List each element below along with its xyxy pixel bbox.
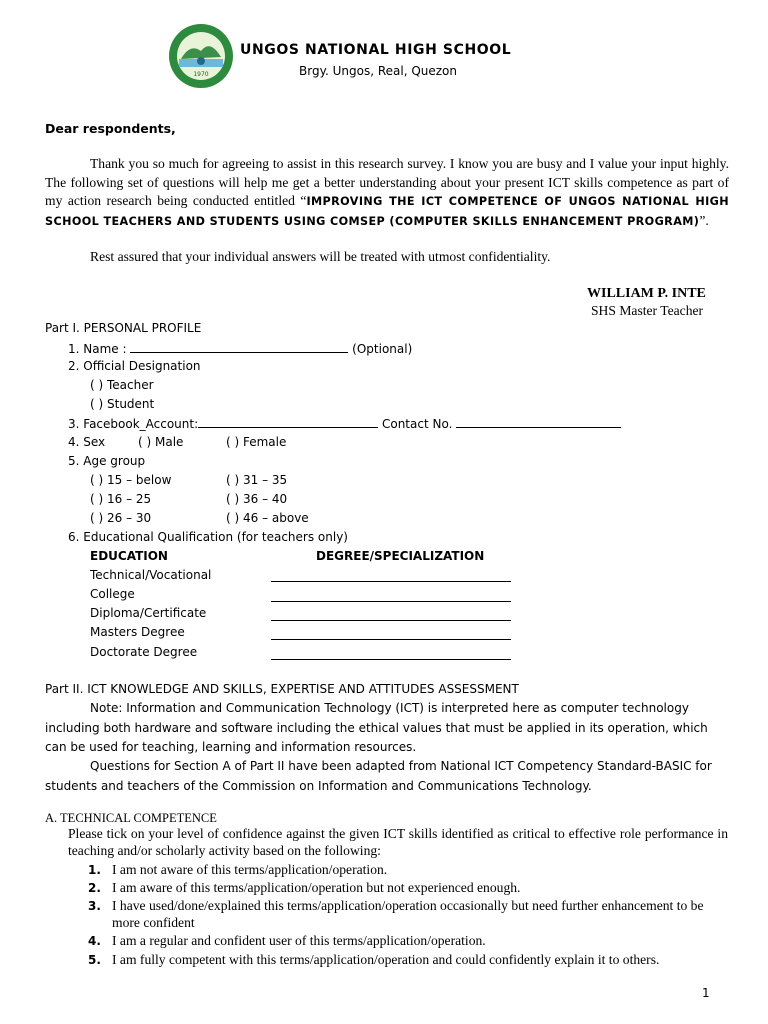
education-row-label: Doctorate Degree <box>90 645 198 659</box>
salutation: Dear respondents, <box>45 121 176 136</box>
name-blank[interactable] <box>130 341 348 353</box>
facebook-blank[interactable] <box>198 416 378 428</box>
education-row-label: Technical/Vocational <box>90 568 212 582</box>
option-male[interactable]: ( ) Male <box>138 435 184 449</box>
education-row-label: College <box>90 587 135 601</box>
degree-blank[interactable] <box>271 581 511 582</box>
school-address: Brgy. Ungos, Real, Quezon <box>299 64 457 78</box>
section-a-intro: Please tick on your level of confidence against the given ICT skills identified as critical to effective role performance in teaching and/or scholarly activity based on the following: <box>68 826 728 858</box>
age-option[interactable]: ( ) 26 – 30 <box>90 511 152 525</box>
signer-title: SHS Master Teacher <box>591 303 704 318</box>
questions-note: Questions for Section A of Part II have been adapted from National ICT Competency Standard-BASIC for students and teachers of the Commission on Information and Communications Technology. <box>45 759 712 793</box>
research-title: IMPROVING THE ICT COMPETENCE OF UNGOS NATIONAL HIGH SCHOOL TEACHERS AND STUDENTS USING COMSEP (COMPUTER SKILLS ENHANCEMENT PROGRAM) <box>45 195 730 228</box>
degree-blank[interactable] <box>271 659 511 660</box>
age-option[interactable]: ( ) 36 – 40 <box>226 492 288 506</box>
signer-name: WILLIAM P. INTE <box>587 286 706 301</box>
education-row-label: Diploma/Certificate <box>90 606 207 620</box>
age-option[interactable]: ( ) 16 – 25 <box>90 492 152 506</box>
option-female[interactable]: ( ) Female <box>226 435 287 449</box>
degree-blank[interactable] <box>271 601 511 602</box>
degree-blank[interactable] <box>271 639 511 640</box>
ict-note: Note: Information and Communication Technology (ICT) is interpreted here as computer technology including both hardware and software including the ethical values that must be applied in its operation, which can be used for teaching, learning and information resources. <box>45 701 708 754</box>
intro-paragraph: Thank you so much for agreeing to assist in this research survey. I know you are busy and I value your input highly. The following set of questions will help me get a better understanding about your present ICT skills competence as part of my action research being conducted entitled “IMPROVING THE ICT COMPETENCE OF UNGOS NATIONAL HIGH SCHOOL TEACHERS AND STUDENTS USING COMSEP (COMPUTER SKILLS ENHANCEMENT PROGRAM)”. <box>45 156 730 228</box>
degree-blank[interactable] <box>271 620 511 621</box>
facebook-contact-row: 3. Facebook_Account: Contact No. <box>68 416 621 431</box>
education-label: 6. Educational Qualification (for teachers only) <box>68 530 348 544</box>
contact-blank[interactable] <box>456 416 621 428</box>
confidentiality-paragraph: Rest assured that your individual answers will be treated with utmost confidentiality. <box>90 249 551 264</box>
age-option[interactable]: ( ) 31 – 35 <box>226 473 288 487</box>
part1-title: Part I. PERSONAL PROFILE <box>45 321 202 335</box>
part2-title: Part II. ICT KNOWLEDGE AND SKILLS, EXPERTISE AND ATTITUDES ASSESSMENT <box>45 682 519 696</box>
svg-text:1970: 1970 <box>193 71 209 78</box>
degree-header: DEGREE/SPECIALIZATION <box>316 549 485 563</box>
education-row-label: Masters Degree <box>90 625 185 639</box>
school-name: UNGOS NATIONAL HIGH SCHOOL <box>240 42 512 58</box>
page-number: 1 <box>702 986 710 1000</box>
name-field-row: 1. Name : (Optional) <box>68 342 413 356</box>
age-option[interactable]: ( ) 46 – above <box>226 511 309 525</box>
education-header: EDUCATION <box>90 549 168 563</box>
section-a-title: A. TECHNICAL COMPETENCE <box>45 811 217 825</box>
option-teacher[interactable]: ( ) Teacher <box>90 378 154 392</box>
sex-label: 4. Sex <box>68 435 106 449</box>
age-option[interactable]: ( ) 15 – below <box>90 473 172 487</box>
option-student[interactable]: ( ) Student <box>90 397 155 411</box>
age-group-label: 5. Age group <box>68 454 146 468</box>
school-seal-logo <box>168 21 234 91</box>
designation-label: 2. Official Designation <box>68 359 201 373</box>
